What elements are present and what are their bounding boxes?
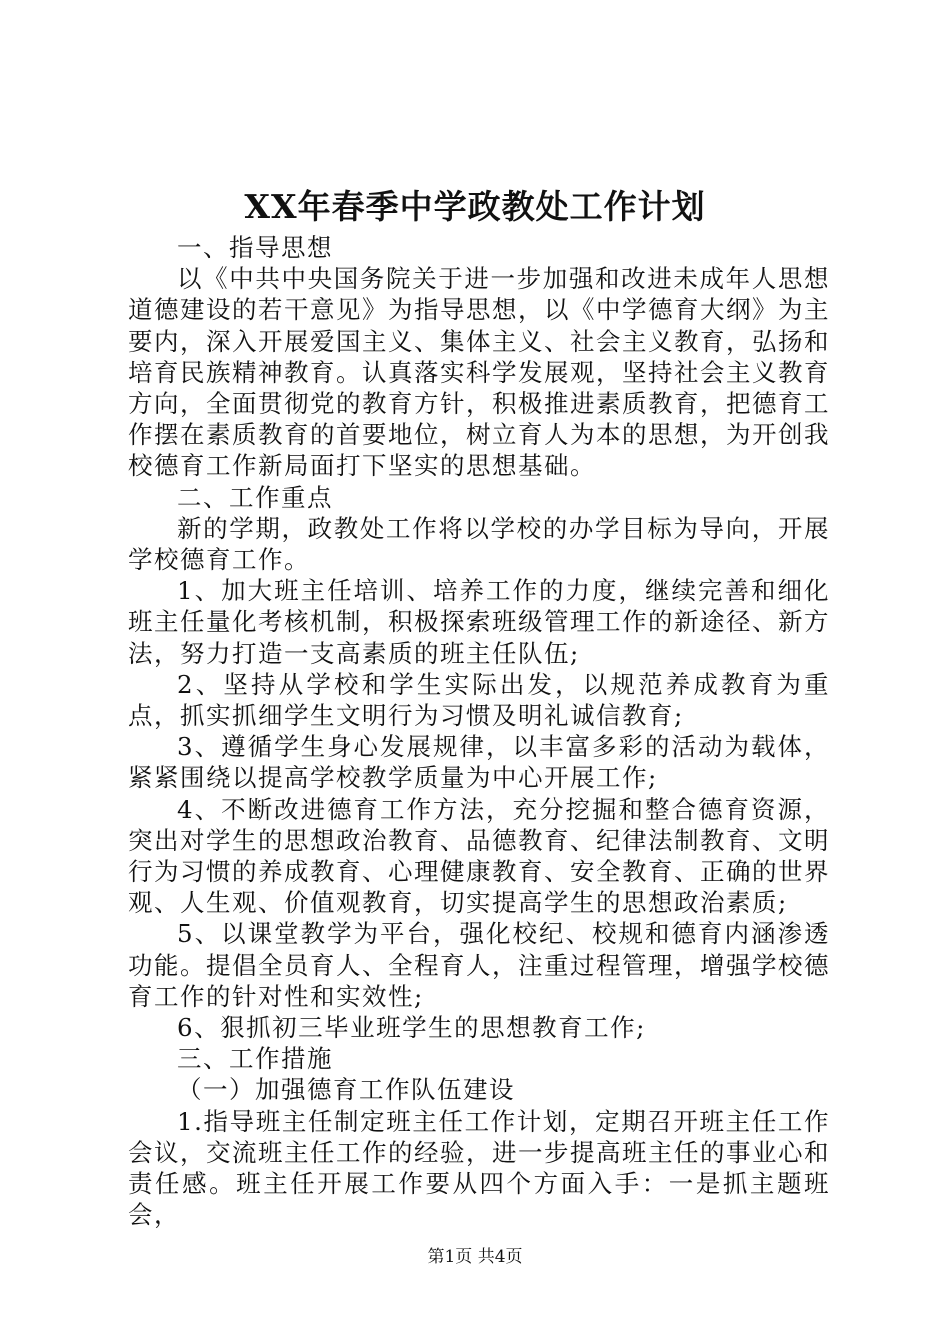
list-item-focus-5: 5、以课堂教学为平台，强化校纪、校规和德育内涵渗透功能。提倡全员育人、全程育人，注重过程管理，增强学校德育工作的针对性和实效性; <box>128 919 830 1011</box>
heading-work-measures: 三、工作措施 <box>177 1044 333 1074</box>
document-title: XX年春季中学政教处工作计划 <box>244 187 706 226</box>
subheading-team-building: （一）加强德育工作队伍建设 <box>177 1075 515 1105</box>
list-item-focus-2: 2、坚持从学校和学生实际出发，以规范养成教育为重点，抓实抓细学生文明行为习惯及明礼诚信教育; <box>128 669 830 731</box>
heading-guiding-ideology: 一、指导思想 <box>177 233 333 262</box>
list-item-focus-1: 1、加大班主任培训、培养工作的力度，继续完善和细化班主任量化考核机制，积极探索班级管理工作的新途径、新方法，努力打造一支高素质的班主任队伍; <box>128 576 830 668</box>
paragraph-work-focus-intro: 新的学期，政教处工作将以学校的办学目标为导向，开展学校德育工作。 <box>128 513 830 575</box>
heading-work-focus: 二、工作重点 <box>177 482 333 512</box>
list-item-focus-4: 4、不断改进德育工作方法，充分挖掘和整合德育资源，突出对学生的思想政治教育、品德教育、纪律法制教育、文明行为习惯的养成教育、心理健康教育、安全教育、正确的世界观、人生观、价值观教育，切实提高学生的思想政治素质; <box>128 794 830 918</box>
list-item-focus-6: 6、狠抓初三毕业班学生的思想教育工作; <box>177 1013 646 1043</box>
paragraph-measure-1: 1.指导班主任制定班主任工作计划，定期召开班主任工作会议，交流班主任工作的经验，进一步提高班主任的事业心和责任感。班主任开展工作要从四个方面入手：一是抓主题班会， <box>128 1106 830 1230</box>
list-item-focus-3: 3、遵循学生身心发展规律，以丰富多彩的活动为载体，紧紧围绕以提高学校教学质量为中心开展工作; <box>128 732 830 793</box>
document-body <box>128 232 830 1231</box>
paragraph-guiding-ideology: 以《中共中央国务院关于进一步加强和改进未成年人思想道德建设的若干意见》为指导思想，以《中学德育大纲》为主要内，深入开展爱国主义、集体主义、社会主义教育，弘扬和培育民族精神教育。认真落实科学发展观，坚持社会主义教育方向，全面贯彻党的教育方针，积极推进素质教育，把德育工作摆在素质教育的首要地位，树立育人为本的思想，为开创我校德育工作新局面打下坚实的思想基础。 <box>128 264 830 481</box>
page-number-footer: 第1页 共4页 <box>427 1247 523 1267</box>
